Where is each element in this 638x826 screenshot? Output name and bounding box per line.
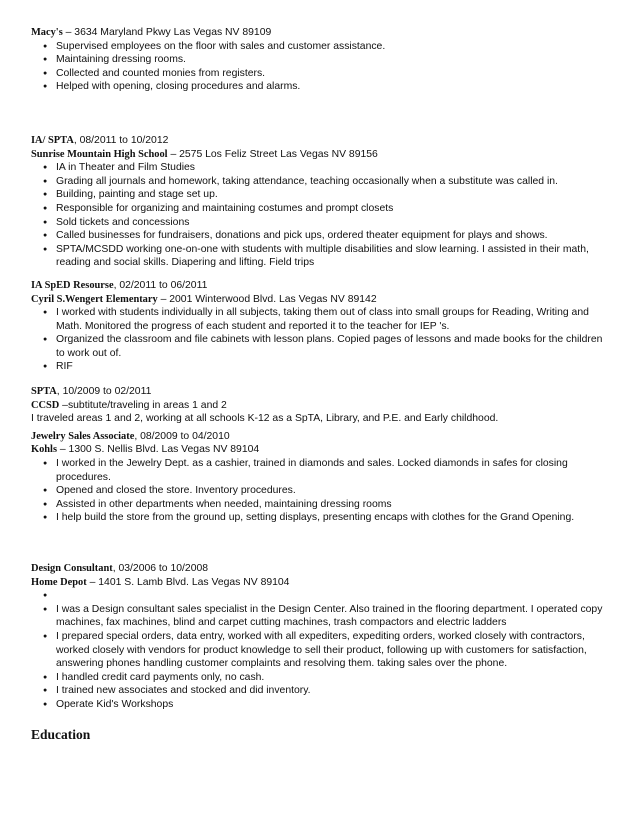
list-item: ● I prepared special orders, data entry, worked with all expediters, expediting orders, worked closely with contractors, worked closely with vendors for product knowledge to sell their product, following up with customers for satisfaction, answering phones handling customer complaints and resolving them. taking sales over the phone. <box>31 630 611 671</box>
list-item: ● IA in Theater and Film Studies <box>31 161 611 175</box>
list-item: ● Maintaining dressing rooms. <box>31 53 611 67</box>
list-item: ● I help build the store from the ground up, setting displays, presenting encaps with clothes for the Grand Opening. <box>31 511 611 525</box>
duties-list <box>31 589 611 711</box>
employer-detail: – 1300 S. Nellis Blvd. Las Vegas NV 89104 <box>57 444 260 456</box>
list-item: ● Collected and counted monies from registers. <box>31 67 611 81</box>
job-title: IA/ SPTA <box>31 134 74 146</box>
list-item <box>31 589 611 603</box>
employer-detail: – 3634 Maryland Pkwy Las Vegas NV 89109 <box>62 27 272 38</box>
title-line <box>31 385 611 399</box>
employer-name: Kohls <box>31 444 57 456</box>
job-dates: , 03/2006 to 10/2008 <box>112 563 209 574</box>
job-cyril-wengert <box>31 279 611 374</box>
job-note: I traveled areas 1 and 2, working at all schools K-12 as a SpTA, Library, and P.E. and Early childhood. <box>31 413 499 425</box>
list-item: ● I trained new associates and stocked and did inventory. <box>31 684 611 698</box>
list-item: ● Grading all journals and homework, taking attendance, teaching occasionally when a substitute was called in. <box>31 175 611 189</box>
employer-name: Home Depot <box>31 576 87 588</box>
duties-list <box>31 161 611 270</box>
list-item: ● Assisted in other departments when needed, maintaining dressing rooms <box>31 498 611 512</box>
list-item: ● I was a Design consultant sales specialist in the Design Center. Also trained in the flooring department. I operated copy machines, fax machines, blind and carpet cutting machines, trash compactors and electric ladders <box>31 603 611 630</box>
job-macys <box>31 26 611 94</box>
title-line <box>31 134 611 148</box>
list-item: ● I handled credit card payments only, no cash. <box>31 671 611 685</box>
employer-line <box>31 576 611 590</box>
job-title: Jewelry Sales Associate <box>31 430 135 442</box>
list-item: ● Sold tickets and concessions <box>31 216 611 230</box>
employer-name: Sunrise Mountain High School <box>31 148 168 160</box>
job-title: IA SpED Resourse <box>31 279 114 291</box>
title-line <box>31 562 611 576</box>
employer-line <box>31 148 611 162</box>
employer-detail: – 2001 Winterwood Blvd. Las Vegas NV 89142 <box>157 293 377 305</box>
employer-line <box>31 293 611 307</box>
employer-line <box>31 399 611 413</box>
list-item: ● Responsible for organizing and maintaining costumes and prompt closets <box>31 202 611 216</box>
list-item: ● I worked in the Jewelry Dept. as a cashier, trained in diamonds and sales. Locked diamonds in safes for closing procedures. <box>31 457 611 484</box>
list-item: ● Organized the classroom and file cabinets with lesson plans. Copied pages of lessons and made books for the children to work out of. <box>31 333 611 360</box>
list-item: ● Operate Kid's Workshops <box>31 698 611 712</box>
employer-name: Macy's <box>31 27 63 38</box>
list-item: ● Supervised employees on the floor with sales and customer assistance. <box>31 40 611 54</box>
duties-list <box>31 457 611 525</box>
job-title: SPTA <box>31 386 57 398</box>
job-dates: , 08/2009 to 04/2010 <box>134 430 230 442</box>
resume-page <box>31 26 611 741</box>
list-item: ● Building, painting and stage set up. <box>31 188 611 202</box>
employer-name: CCSD <box>31 399 60 411</box>
employer-line <box>31 443 611 457</box>
job-dates: , 02/2011 to 06/2011 <box>113 279 208 291</box>
list-item: ● Opened and closed the store. Inventory procedures. <box>31 484 611 498</box>
employer-detail: – 1401 S. Lamb Blvd. Las Vegas NV 89104 <box>86 576 290 588</box>
section-heading-education: Education <box>31 726 91 742</box>
employer-line <box>31 26 611 40</box>
job-dates: , 08/2011 to 10/2012 <box>73 134 169 146</box>
job-ccsd <box>31 385 611 426</box>
job-title: Design Consultant <box>31 563 113 574</box>
list-item: ● Helped with opening, closing procedures and alarms. <box>31 80 611 94</box>
list-item: ● I worked with students individually in all subjects, taking them out of class into small groups for Reading, Writing and Math. Monitored the progress of each student and reported it to the teacher for IEP 's. <box>31 306 611 333</box>
list-item: ● SPTA/MCSDD working one-on-one with students with multiple disabilities and slow learning. I assisted in their math, reading and social skills. Diapering and lifting. Field trips <box>31 243 611 270</box>
list-item: ● RIF <box>31 360 611 374</box>
job-dates: , 10/2009 to 02/2011 <box>56 386 152 398</box>
employer-detail: –subtitute/traveling in areas 1 and 2 <box>59 399 227 411</box>
title-line <box>31 279 611 293</box>
job-home-depot <box>31 562 611 712</box>
job-sunrise-mountain <box>31 134 611 270</box>
employer-detail: – 2575 Los Feliz Street Las Vegas NV 89156 <box>167 148 378 160</box>
duties-list <box>31 40 611 94</box>
employer-name: Cyril S.Wengert Elementary <box>31 293 158 305</box>
job-kohls <box>31 430 611 525</box>
duties-list <box>31 306 611 374</box>
title-line <box>31 430 611 444</box>
list-item: ● Called businesses for fundraisers, donations and pick ups, ordered theater equipment for plays and shows. <box>31 229 611 243</box>
